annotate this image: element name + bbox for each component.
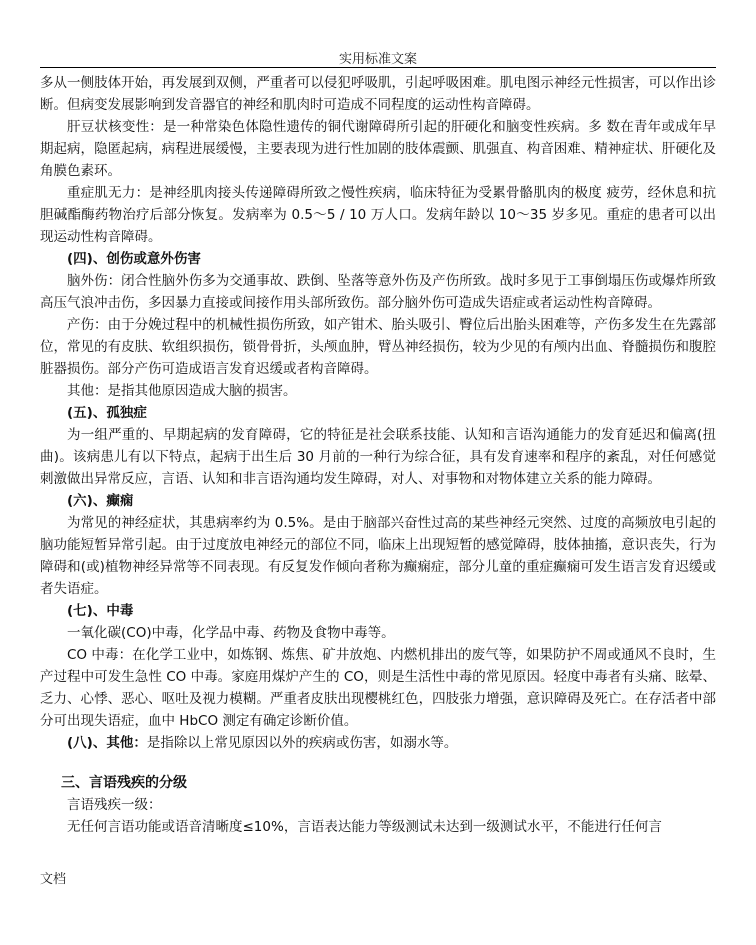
paragraph-wilson-disease: 肝豆状核变性：是一种常染色体隐性遗传的铜代谢障碍所引起的肝硬化和脑变性疾病。多 数在青年或成年早期起病，隐匿起病，病程进展缓慢，主要表现为进行性加剧的肢体震颤、肌强直、构音困难、精神症状、肝硬化及角膜色素环。 — [40, 119, 716, 179]
heading-poisoning: (七)、中毒 — [67, 603, 134, 619]
paragraph-myasthenia-gravis: 重症肌无力：是神经肌肉接头传递障碍所致之慢性疾病，临床特征为受累骨骼肌肉的极度 疲劳，经休息和抗胆碱酯酶药物治疗后部分恢复。发病率为 0.5～5 / 10 万人口。发病年龄以 10～35 岁多见。重症的患者可以出现运动性构音障碍。 — [40, 185, 716, 245]
heading-autism: (五)、孤独症 — [67, 405, 147, 421]
paragraph-grade-one-label: 言语残疾一级： — [67, 797, 162, 813]
heading-trauma: (四)、创伤或意外伤害 — [67, 251, 201, 267]
header-divider — [40, 67, 716, 68]
paragraph-brain-injury: 脑外伤：闭合性脑外伤多为交通事故、跌倒、坠落等意外伤及产伤所致。战时多见于工事倒塌压伤或爆炸所致高压气浪冲击伤，多因暴力直接或间接作用头部所致伤。部分脑外伤可造成失语症或者运动性构音障碍。 — [40, 273, 716, 311]
paragraph-epilepsy: 为常见的神经症状，其患病率约为 0.5%。是由于脑部兴奋性过高的某些神经元突然、过度的高频放电引起的脑功能短暂异常引起。由于过度放电神经元的部位不同，临床上出现短暂的感觉障碍，肢体抽搐，意识丧失，行为障碍和(或)植物神经异常等不同表现。有反复发作倾向者称为癫痫症，部分儿童的重症癫痫可发生语言发育迟缓或者失语症。 — [40, 515, 716, 597]
paragraph-grade-one-desc: 无任何言语功能或语音清晰度≤10%，言语表达能力等级测试未达到一级测试水平，不能进行任何言 — [67, 819, 662, 835]
heading-other: (八)、其他： — [67, 735, 147, 751]
paragraph-autism: 为一组严重的、早期起病的发育障碍，它的特征是社会联系技能、认知和言语沟通能力的发育延迟和偏离(扭曲)。该病患儿有以下特点，起病于出生后 30 月前的一种行为综合征，具有发育速率和程序的紊乱，对任何感觉刺激做出异常反应，言语、认知和非言语沟通均发生障碍，对人、对事物和对物体建立关系的能力障碍。 — [40, 427, 716, 487]
paragraph-motor-neuron-cont: 多从一侧肢体开始，再发展到双侧，严重者可以侵犯呼吸肌，引起呼吸困难。肌电图示神经元性损害，可以作出诊断。但病变发展影响到发音器官的神经和肌肉时可造成不同程度的运动性构音障碍。 — [40, 75, 716, 113]
paragraph-other-causes: 其他：是指其他原因造成大脑的损害。 — [67, 383, 297, 399]
page-header: 实用标准文案 — [338, 52, 417, 67]
heading-epilepsy: (六)、癫痫 — [67, 493, 134, 509]
paragraph-birth-injury: 产伤：由于分娩过程中的机械性损伤所致，如产钳术、胎头吸引、臀位后出胎头困难等，产伤多发生在先露部位，常见的有皮肤、软组织损伤，锁骨骨折，头颅血肿，臂丛神经损伤，较为少见的有颅内出血、脊髓损伤和腹腔脏器损伤。部分产伤可造成语言发育迟缓或者构音障碍。 — [40, 317, 716, 377]
paragraph-poisoning-types: 一氧化碳(CO)中毒，化学品中毒、药物及食物中毒等。 — [67, 625, 395, 641]
paragraph-co-poisoning: CO 中毒：在化学工业中，如炼钢、炼焦、矿井放炮、内燃机排出的废气等，如果防护不周或通风不良时，生产过程中可发生急性 CO 中毒。家庭用煤炉产生的 CO，则是生活性中毒的常见原因。轻度中毒者有头痛、眩晕、乏力、心悸、恶心、呕吐及视力模糊。严重者皮肤出现樱桃红色，四肢张力增强，意识障碍及死亡。在存活者中部分可出现失语症，血中 HbCO 测定有确定诊断价值。 — [40, 647, 716, 729]
paragraph-other-injury-text: 是指除以上常见原因以外的疾病或伤害，如溺水等。 — [146, 735, 458, 751]
section-heading-grading: 三、言语残疾的分级 — [61, 775, 187, 791]
paragraph-other-injury — [40, 732, 716, 754]
document-body — [40, 72, 716, 838]
page-footer: 文档 — [40, 872, 67, 887]
